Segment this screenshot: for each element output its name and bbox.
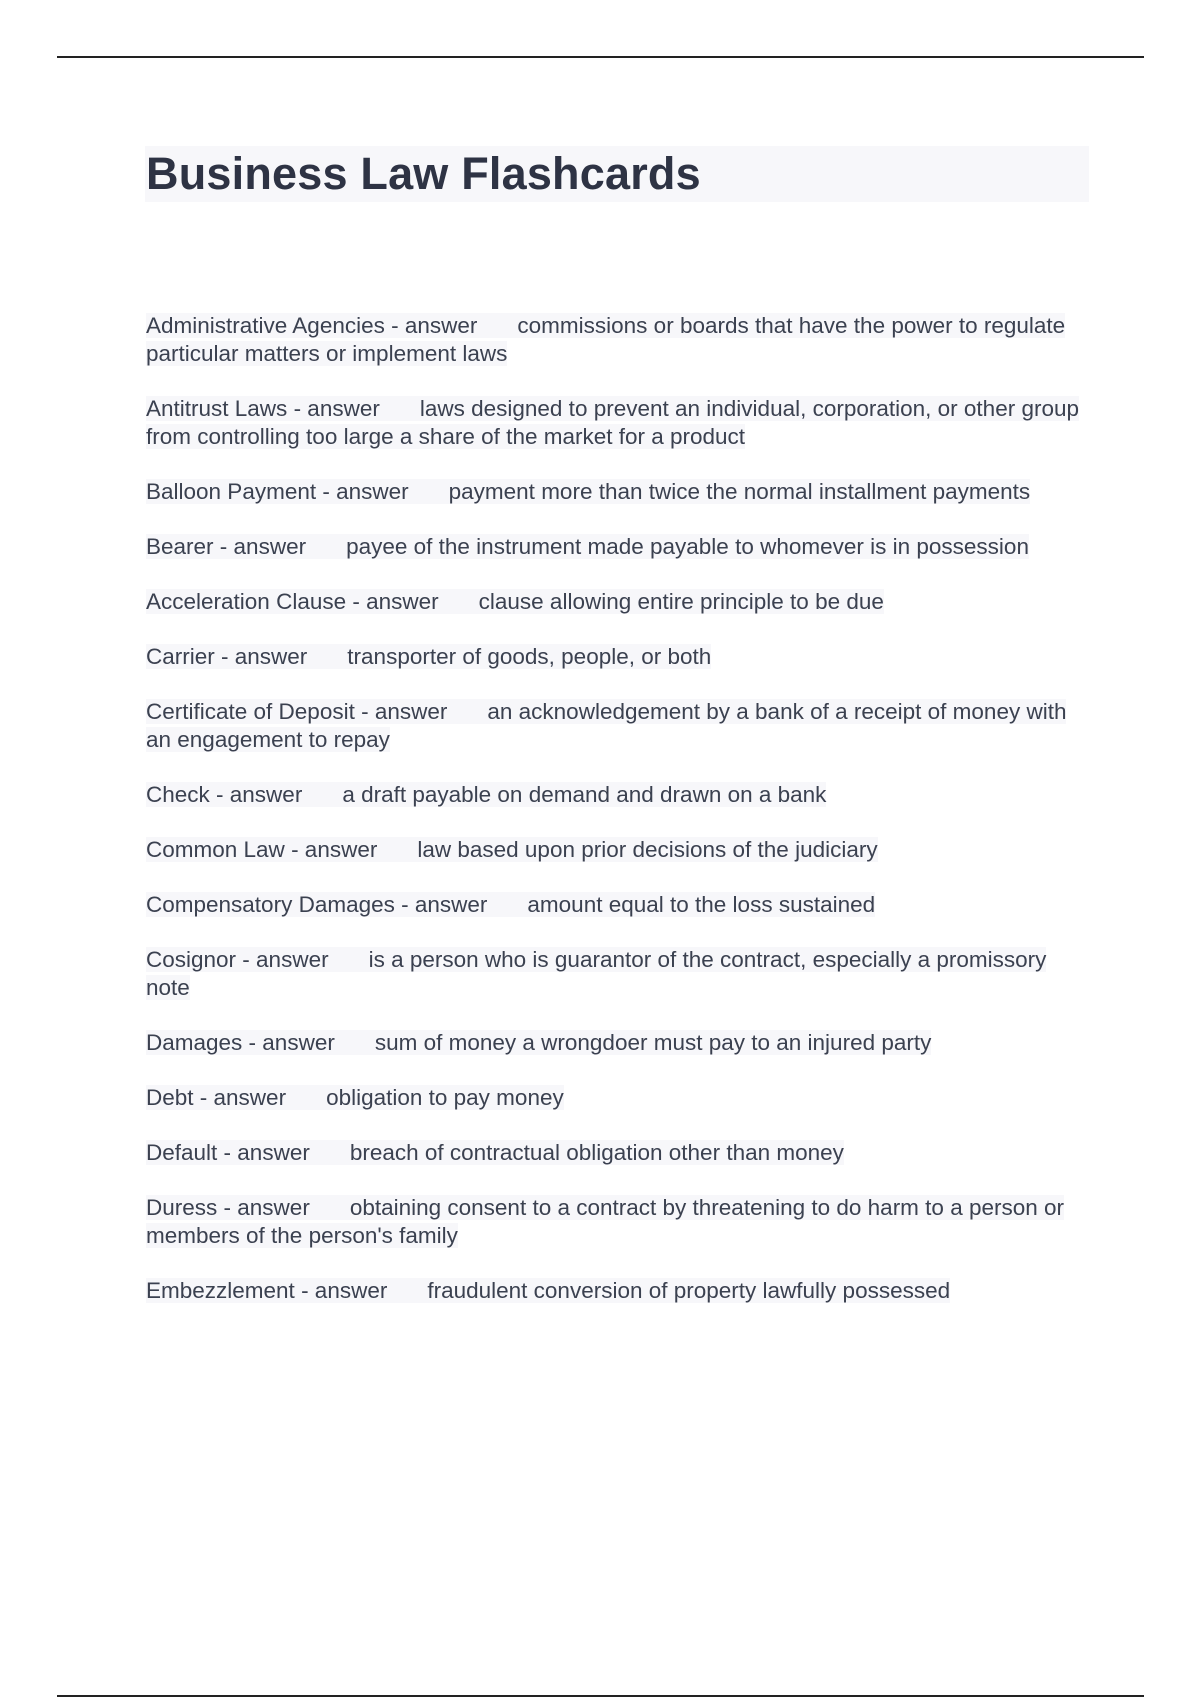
flashcard-text (146, 947, 1046, 1000)
flashcard-term: Acceleration Clause (146, 589, 347, 614)
flashcard-text (146, 396, 1079, 449)
flashcard-text (146, 644, 711, 669)
flashcard-definition: clause allowing entire principle to be due (478, 589, 884, 614)
flashcard-text (146, 534, 1029, 559)
flashcard (146, 478, 1086, 506)
flashcard-definition: law based upon prior decisions of the judiciary (417, 837, 878, 862)
flashcard-text (146, 1278, 950, 1303)
flashcard-text (146, 1085, 564, 1110)
flashcard (146, 643, 1086, 671)
flashcard-answer-label: - answer (354, 699, 448, 724)
flashcard-definition: obligation to pay money (326, 1085, 564, 1110)
flashcard (146, 781, 1086, 809)
flashcard-definition: commissions or boards that have the power to regulate particular matters or implement laws (146, 313, 1066, 366)
flashcard-definition: obtaining consent to a contract by threatening to do harm to a person or members of the person's family (146, 1195, 1065, 1248)
flashcard-term: Antitrust Laws (146, 396, 288, 421)
flashcard-definition: transporter of goods, people, or both (347, 644, 712, 669)
flashcard-text (146, 479, 1030, 504)
flashcard (146, 1194, 1086, 1250)
flashcard-term: Common Law (146, 837, 285, 862)
flashcard-term: Embezzlement (146, 1278, 295, 1303)
flashcard-answer-label: - answer (346, 589, 439, 614)
flashcard-definition: amount equal to the loss sustained (527, 892, 876, 917)
flashcard-definition: payee of the instrument made payable to whomever is in possession (346, 534, 1029, 559)
flashcard-text (146, 1195, 1064, 1248)
flashcard-term: Duress (146, 1195, 218, 1220)
flashcard-term: Cosignor (146, 947, 237, 972)
flashcard (146, 1139, 1086, 1167)
flashcard-text (146, 1030, 931, 1055)
flashcard-answer-label: - answer (217, 1140, 310, 1165)
flashcard-text (146, 782, 826, 807)
flashcard-text (146, 1140, 844, 1165)
flashcard-text (146, 892, 875, 917)
flashcard-definition: is a person who is guarantor of the contract, especially a promissory note (146, 947, 1047, 1000)
flashcard-list (146, 312, 1086, 1332)
flashcard-definition: payment more than twice the normal installment payments (448, 479, 1031, 504)
flashcard-text (146, 589, 884, 614)
flashcard-term: Compensatory Damages (146, 892, 395, 917)
flashcard-term: Bearer (146, 534, 214, 559)
flashcard (146, 1277, 1086, 1305)
flashcard-text (146, 699, 1066, 752)
flashcard-answer-label: - answer (217, 1195, 310, 1220)
flashcard-definition: sum of money a wrongdoer must pay to an injured party (374, 1030, 932, 1055)
flashcard (146, 395, 1086, 451)
flashcard-answer-label: - answer (236, 947, 329, 972)
flashcard (146, 836, 1086, 864)
flashcard-term: Debt (146, 1085, 194, 1110)
flashcard-answer-label: - answer (287, 396, 380, 421)
bottom-rule (57, 1695, 1144, 1697)
flashcard (146, 533, 1086, 561)
flashcard-answer-label: - answer (193, 1085, 287, 1110)
flashcard-answer-label: - answer (294, 1278, 388, 1303)
flashcard-term: Administrative Agencies (146, 313, 385, 338)
flashcard-text (146, 837, 878, 862)
flashcard (146, 588, 1086, 616)
flashcard-term: Carrier (146, 644, 215, 669)
flashcard-answer-label: - answer (316, 479, 409, 504)
flashcard (146, 946, 1086, 1002)
flashcard-answer-label: - answer (384, 313, 478, 338)
flashcard (146, 891, 1086, 919)
flashcard-term: Damages (146, 1030, 243, 1055)
top-rule (57, 56, 1144, 58)
page-title: Business Law Flashcards (146, 148, 701, 199)
flashcard-answer-label: - answer (284, 837, 378, 862)
flashcard (146, 312, 1086, 368)
flashcard-term: Default (146, 1140, 218, 1165)
flashcard (146, 1029, 1086, 1057)
flashcard-text (146, 313, 1065, 366)
flashcard-answer-label: - answer (214, 644, 308, 669)
flashcard-answer-label: - answer (394, 892, 488, 917)
flashcard-definition: breach of contractual obligation other than money (349, 1140, 844, 1165)
flashcard (146, 1084, 1086, 1112)
flashcard (146, 698, 1086, 754)
flashcard-definition: fraudulent conversion of property lawfully possessed (427, 1278, 951, 1303)
flashcard-answer-label: - answer (213, 534, 307, 559)
flashcard-term: Check (146, 782, 210, 807)
flashcard-answer-label: - answer (209, 782, 303, 807)
flashcard-definition: an acknowledgement by a bank of a receipt of money with an engagement to repay (146, 699, 1067, 752)
flashcard-term: Certificate of Deposit (146, 699, 355, 724)
flashcard-answer-label: - answer (242, 1030, 335, 1055)
flashcard-definition: a draft payable on demand and drawn on a bank (342, 782, 827, 807)
flashcard-term: Balloon Payment (146, 479, 317, 504)
flashcard-definition: laws designed to prevent an individual, corporation, or other group from controlling too large a share of the market for a product (146, 396, 1080, 449)
